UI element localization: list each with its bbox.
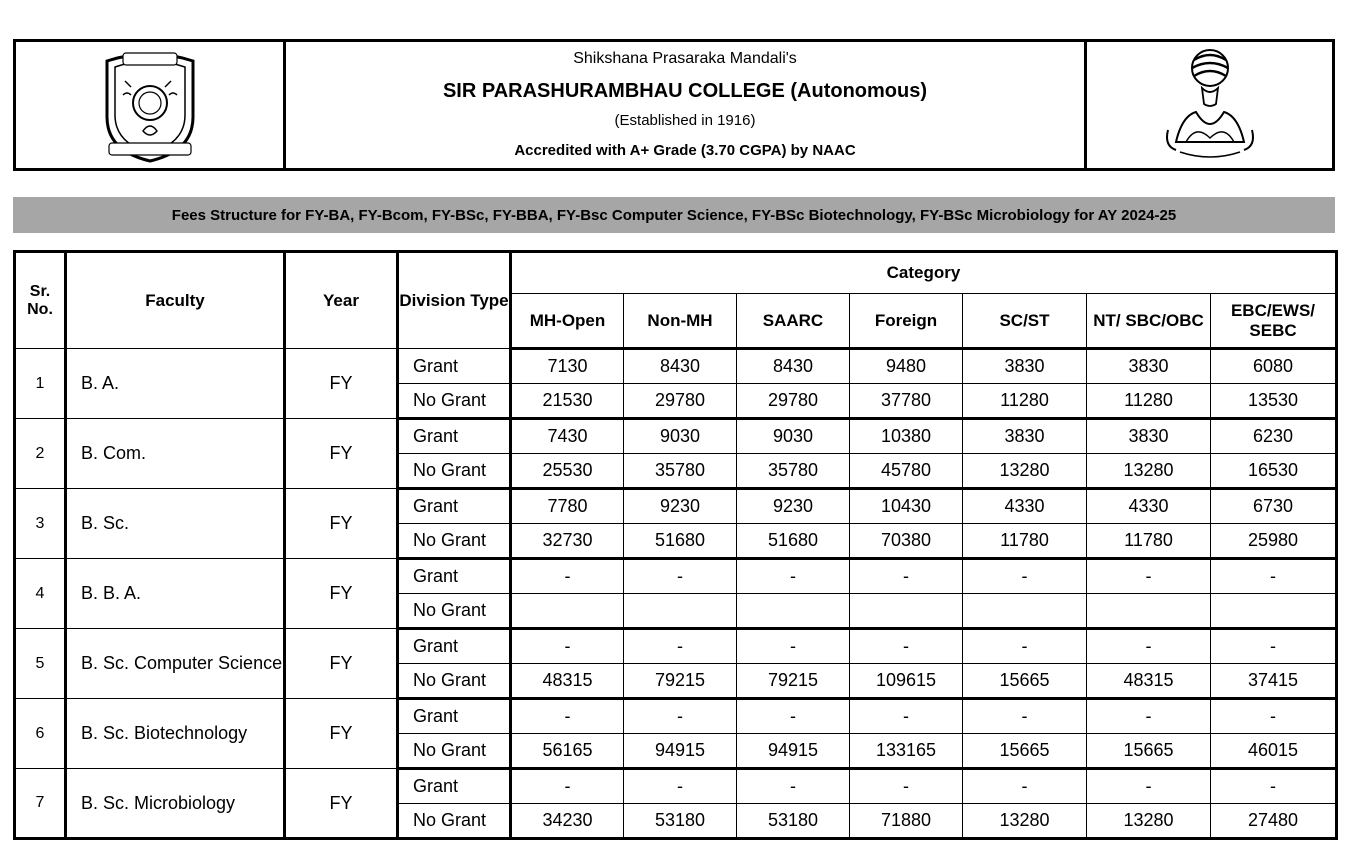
fee-cell: 13280 [963,454,1087,489]
fee-cell: 56165 [511,734,624,769]
fee-cell: 11280 [963,384,1087,419]
fee-cell [1211,594,1337,629]
fee-cell: 32730 [511,524,624,559]
category-header: Category [511,252,1337,294]
fee-cell: - [624,699,737,734]
category-col-header: Foreign [850,294,963,349]
fee-cell: 48315 [1087,664,1211,699]
fee-cell: 21530 [511,384,624,419]
fee-cell: 3830 [1087,349,1211,384]
fee-cell: - [511,629,624,664]
fee-cell: 29780 [624,384,737,419]
faculty-cell: B. Sc. Computer Science [66,629,285,699]
year-cell: FY [285,419,398,489]
fee-cell: - [1087,769,1211,804]
established-line: (Established in 1916) [614,112,756,129]
fee-cell: 9230 [624,489,737,524]
table-header-row [15,252,1337,294]
division-type-cell: Grant [398,559,511,594]
document-header [13,39,1335,171]
fee-cell: 46015 [1211,734,1337,769]
fee-cell: 9230 [737,489,850,524]
division-type-cell: No Grant [398,384,511,419]
division-type-cell: Grant [398,419,511,454]
table-row [15,699,1337,734]
sr-no-cell: 1 [15,349,66,419]
table-row [15,629,1337,664]
fee-cell [963,594,1087,629]
table-row [15,419,1337,454]
fee-cell: - [511,769,624,804]
category-col-header: SAARC [737,294,850,349]
fee-cell: 8430 [624,349,737,384]
sr-no-header: Sr. No. [15,252,66,349]
fee-cell: 133165 [850,734,963,769]
fee-cell: - [1087,699,1211,734]
fee-cell: - [624,769,737,804]
fee-cell [737,594,850,629]
fee-cell: - [511,559,624,594]
right-logo-cell [1084,42,1332,168]
category-col-header: EBC/EWS/ SEBC [1211,294,1337,349]
fee-cell: 51680 [624,524,737,559]
fee-cell: 53180 [624,804,737,839]
fee-cell: 6730 [1211,489,1337,524]
fee-cell: 109615 [850,664,963,699]
fee-cell: - [511,699,624,734]
fee-cell [1087,594,1211,629]
year-cell: FY [285,699,398,769]
fee-cell: 35780 [624,454,737,489]
fee-cell: 6230 [1211,419,1337,454]
fee-cell: 34230 [511,804,624,839]
sr-no-cell: 4 [15,559,66,629]
faculty-cell: B. Sc. [66,489,285,559]
category-col-header: MH-Open [511,294,624,349]
fee-cell: 6080 [1211,349,1337,384]
fee-cell: 37415 [1211,664,1337,699]
college-seal-icon [95,47,205,163]
fee-cell: 79215 [737,664,850,699]
fee-cell: - [850,769,963,804]
fee-cell: - [850,559,963,594]
table-row [15,349,1337,384]
division-type-cell: Grant [398,699,511,734]
division-type-cell: No Grant [398,664,511,699]
year-header: Year [285,252,398,349]
fee-cell: 9030 [624,419,737,454]
fee-cell: - [1087,629,1211,664]
division-type-cell: No Grant [398,454,511,489]
faculty-header: Faculty [66,252,285,349]
fee-cell: 13530 [1211,384,1337,419]
faculty-cell: B. A. [66,349,285,419]
fee-cell: - [1087,559,1211,594]
year-cell: FY [285,349,398,419]
accreditation-line: Accredited with A+ Grade (3.70 CGPA) by NAAC [514,142,856,159]
division-type-cell: No Grant [398,594,511,629]
fee-cell: 94915 [737,734,850,769]
fee-cell: 7130 [511,349,624,384]
fee-cell: - [624,559,737,594]
fee-cell: 3830 [963,349,1087,384]
sr-no-cell: 2 [15,419,66,489]
university-emblem-icon [1162,46,1258,164]
fee-cell: 79215 [624,664,737,699]
left-logo-cell [16,42,286,168]
fee-cell: 13280 [1087,454,1211,489]
fee-cell: 70380 [850,524,963,559]
sr-no-cell: 7 [15,769,66,839]
table-row [15,769,1337,804]
fee-cell: 48315 [511,664,624,699]
faculty-cell: B. Sc. Biotechnology [66,699,285,769]
fee-cell: 27480 [1211,804,1337,839]
fee-cell: - [737,559,850,594]
year-cell: FY [285,769,398,839]
fee-cell: 25530 [511,454,624,489]
fee-cell: - [1211,629,1337,664]
fee-cell: 11780 [1087,524,1211,559]
division-type-cell: Grant [398,349,511,384]
category-col-header: SC/ST [963,294,1087,349]
fee-cell: 16530 [1211,454,1337,489]
fee-cell: - [1211,559,1337,594]
fee-cell: - [963,769,1087,804]
fee-cell: - [963,699,1087,734]
fees-structure-banner: Fees Structure for FY-BA, FY-Bcom, FY-BSc, FY-BBA, FY-Bsc Computer Science, FY-BSc Biotechnology, FY-BSc Microbiology for AY 2024-25 [13,197,1335,233]
fee-cell: 10430 [850,489,963,524]
fee-cell [511,594,624,629]
year-cell: FY [285,489,398,559]
fee-cell: 9030 [737,419,850,454]
fee-cell: 7430 [511,419,624,454]
table-row [15,559,1337,594]
fee-cell: 15665 [963,664,1087,699]
fee-cell: 8430 [737,349,850,384]
fee-cell: - [737,629,850,664]
fee-cell: 3830 [1087,419,1211,454]
sr-no-cell: 5 [15,629,66,699]
faculty-cell: B. Sc. Microbiology [66,769,285,839]
fee-cell: - [1211,769,1337,804]
fee-cell: - [737,769,850,804]
table-row [15,489,1337,524]
fee-cell: - [850,629,963,664]
fee-cell [624,594,737,629]
fee-cell: 4330 [1087,489,1211,524]
division-type-cell: No Grant [398,734,511,769]
division-type-cell: Grant [398,489,511,524]
fee-cell: 3830 [963,419,1087,454]
fee-cell: 94915 [624,734,737,769]
fee-cell: 35780 [737,454,850,489]
fee-cell: 15665 [963,734,1087,769]
category-col-header: NT/ SBC/OBC [1087,294,1211,349]
faculty-cell: B. Com. [66,419,285,489]
fee-cell: 53180 [737,804,850,839]
year-cell: FY [285,629,398,699]
year-cell: FY [285,559,398,629]
sr-no-cell: 3 [15,489,66,559]
fee-cell: 7780 [511,489,624,524]
category-col-header: Non-MH [624,294,737,349]
division-type-cell: No Grant [398,524,511,559]
fee-cell: 51680 [737,524,850,559]
fee-cell: 10380 [850,419,963,454]
fee-cell: - [850,699,963,734]
fee-cell: 15665 [1087,734,1211,769]
college-title-block [286,42,1084,168]
fee-cell: - [963,629,1087,664]
college-name: SIR PARASHURAMBHAU COLLEGE (Autonomous) [442,80,928,102]
fee-cell: - [1211,699,1337,734]
faculty-cell: B. B. A. [66,559,285,629]
fee-cell [850,594,963,629]
fee-cell: 11780 [963,524,1087,559]
fee-cell: 13280 [1087,804,1211,839]
division-type-cell: No Grant [398,804,511,839]
fee-cell: - [737,699,850,734]
fee-cell: - [624,629,737,664]
fee-cell: 71880 [850,804,963,839]
fee-cell: 29780 [737,384,850,419]
division-type-cell: Grant [398,769,511,804]
fee-cell: - [963,559,1087,594]
fee-cell: 45780 [850,454,963,489]
trust-name: Shikshana Prasaraka Mandali's [573,50,797,67]
division-header: Division Type [398,252,511,349]
fee-cell: 11280 [1087,384,1211,419]
sr-no-cell: 6 [15,699,66,769]
fee-cell: 13280 [963,804,1087,839]
fee-cell: 25980 [1211,524,1337,559]
fee-cell: 4330 [963,489,1087,524]
division-type-cell: Grant [398,629,511,664]
fees-table [13,250,1338,840]
fee-cell: 37780 [850,384,963,419]
fee-cell: 9480 [850,349,963,384]
